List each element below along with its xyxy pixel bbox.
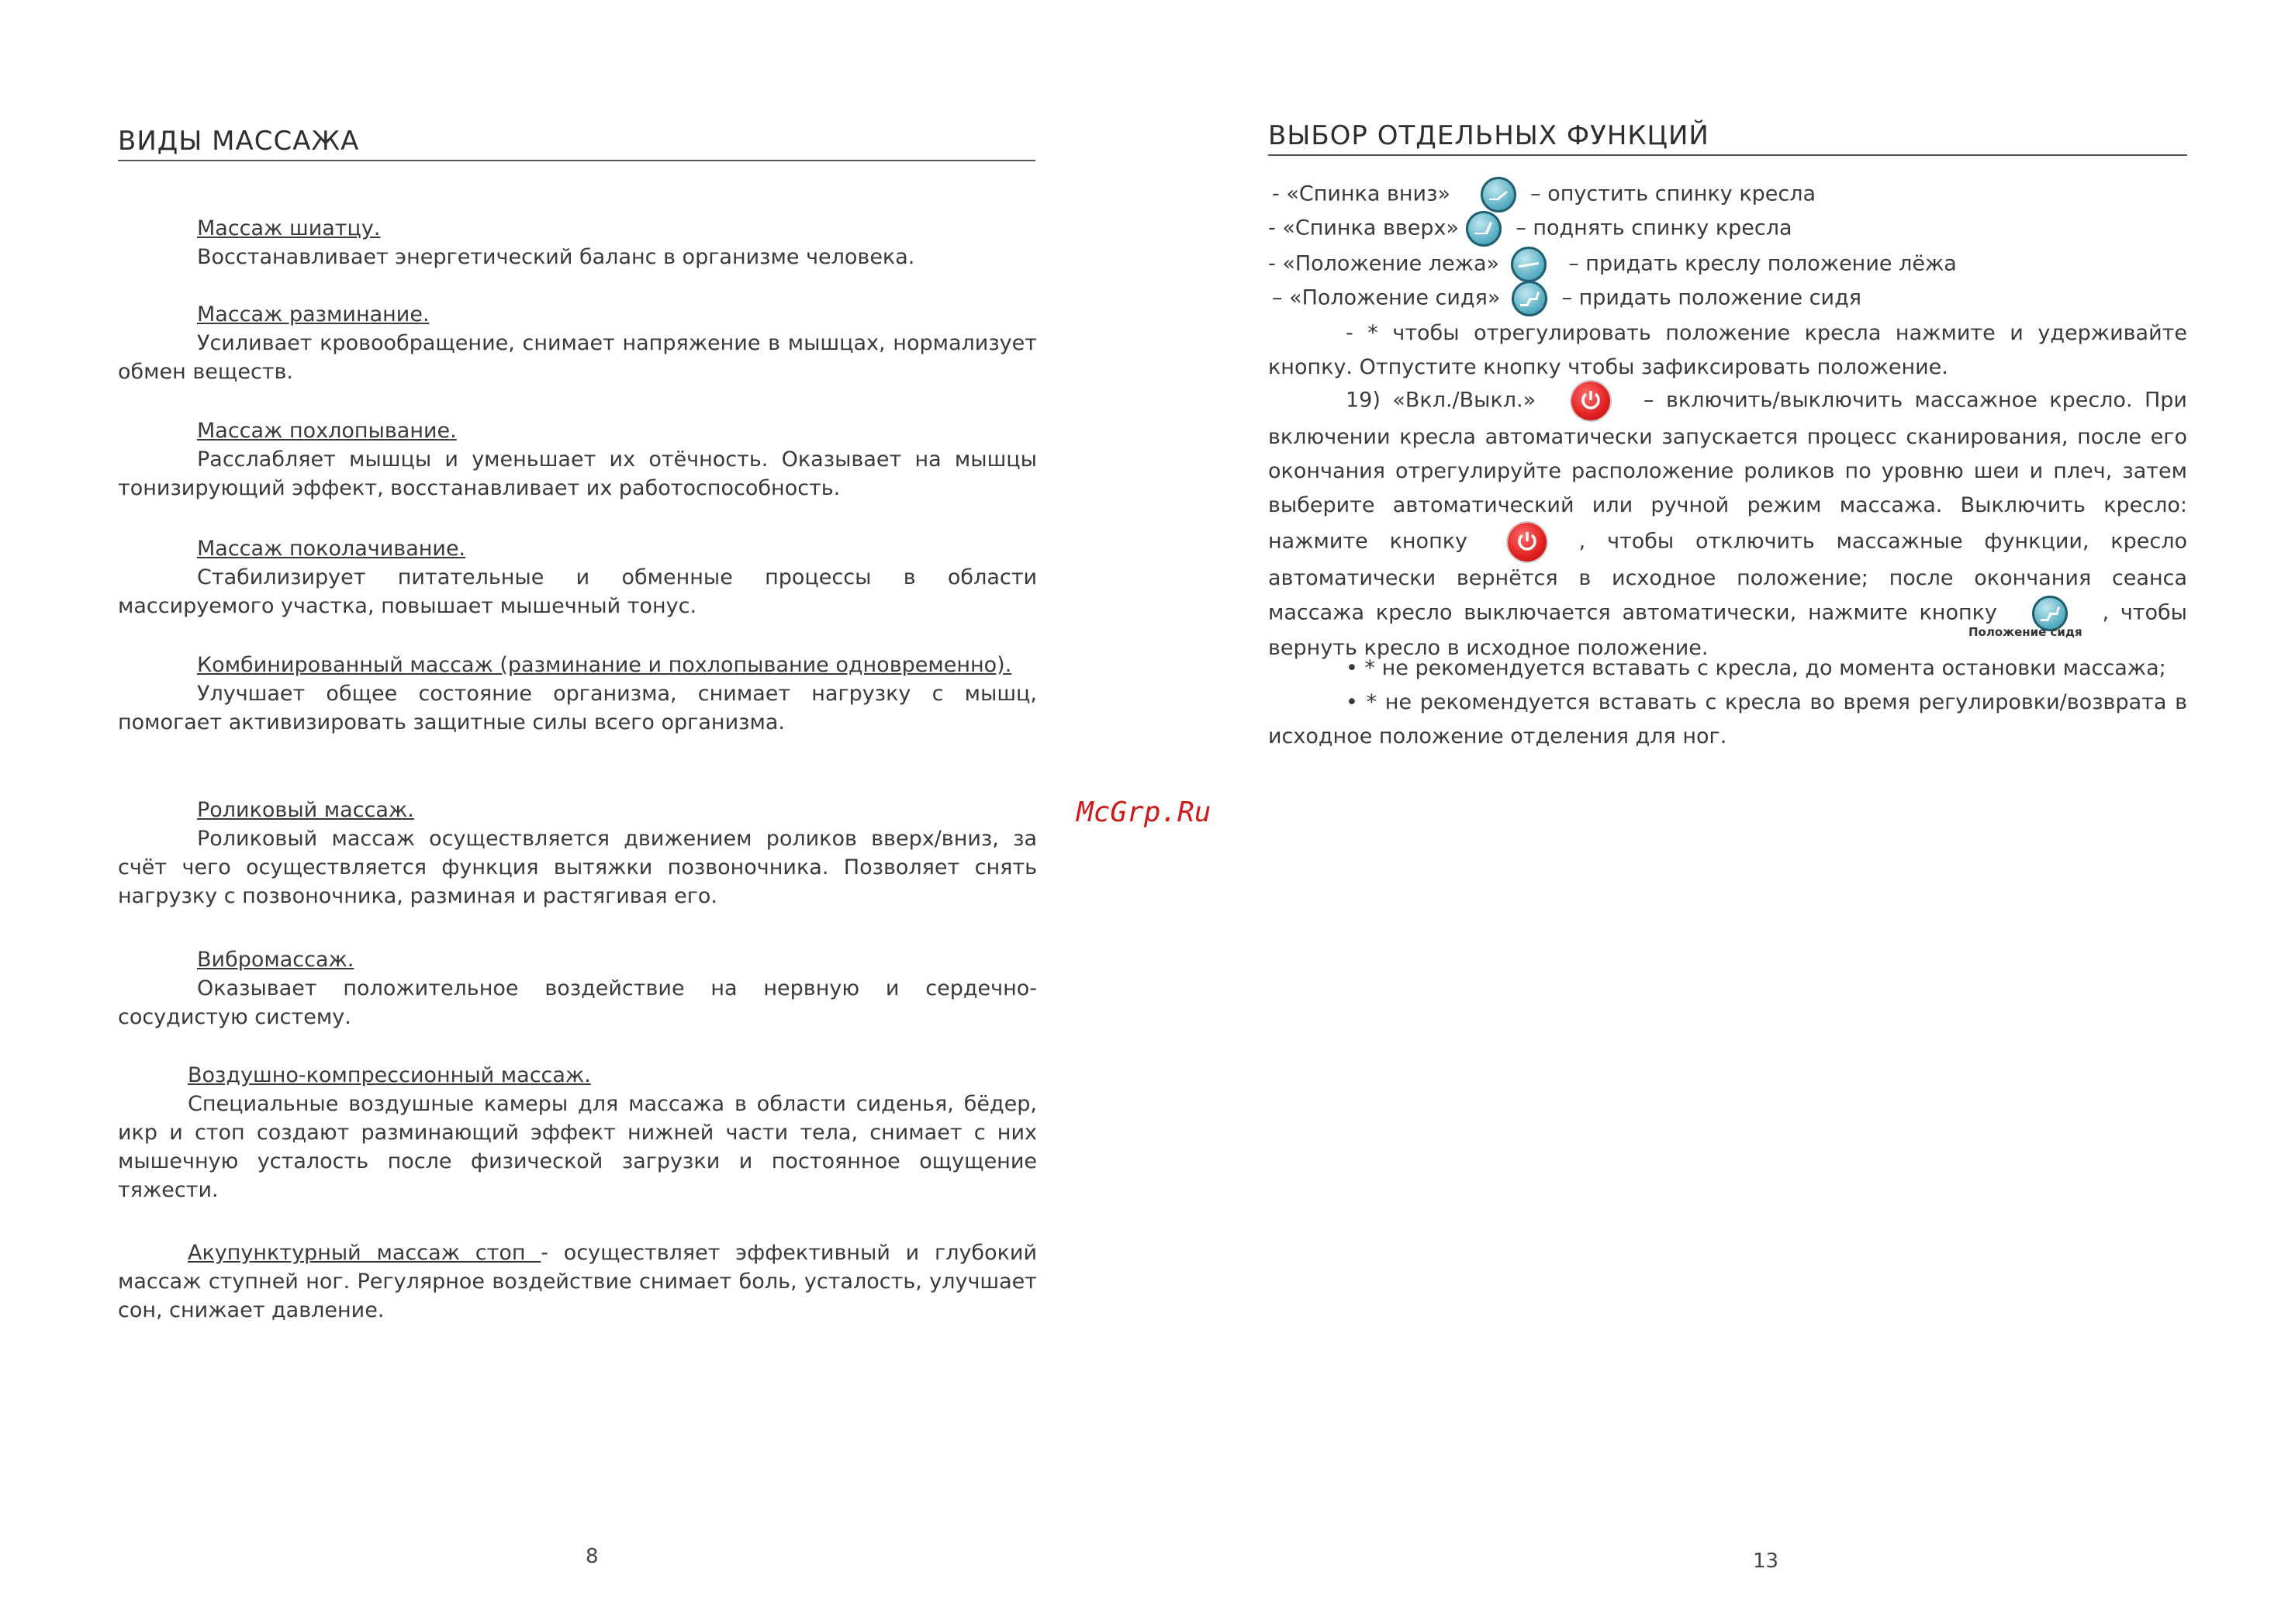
section-title: Массаж похлопывание. xyxy=(197,419,457,443)
warning-item: • * не рекомендуется вставать с кресла во время регулировки/возврата в исходное положение отделения для ног. xyxy=(1268,690,2187,748)
section-kneading xyxy=(118,300,1037,386)
section-text: Стабилизирует питательные и обменные процессы в области массируемого участка, повышает мышечный тонус. xyxy=(118,565,1037,618)
power-label: 19) «Вкл./Выкл.» xyxy=(1346,388,1536,413)
lying-position-icon[interactable] xyxy=(1511,247,1547,282)
section-title: Массаж разминание. xyxy=(197,302,430,327)
power-icon[interactable] xyxy=(1508,523,1547,561)
back-up-icon[interactable] xyxy=(1466,211,1502,247)
section-title: Воздушно-компрессионный массаж. xyxy=(188,1063,591,1087)
function-desc: – придать креслу положение лёжа xyxy=(1568,251,1957,276)
function-label: - «Спинка вниз» xyxy=(1272,181,1450,206)
power-icon[interactable] xyxy=(1571,382,1610,420)
page-title: ВИДЫ МАССАЖА xyxy=(118,126,1035,161)
warnings xyxy=(1268,651,2187,754)
page-number: 13 xyxy=(1753,1550,1779,1573)
power-paragraph xyxy=(1268,382,2187,665)
section-text: Специальные воздушные камеры для массажа в области сиденья, бёдер, икр и стоп создают разминающий эффект нижней части тела, снимает с них мышечную усталость после физической загрузки и постоянное ощущение тяжести. xyxy=(118,1092,1037,1202)
section-shiatsu xyxy=(118,214,1037,271)
page-number: 8 xyxy=(586,1545,599,1568)
section-text: Усиливает кровообращение, снимает напряжение в мышцах, нормализует обмен веществ. xyxy=(118,331,1037,384)
function-desc: – поднять спинку кресла xyxy=(1516,216,1792,240)
section-text: - осуществляет эффективный и глубокий массаж ступней ног. Регулярное воздействие снимает боль, усталость, улучшает сон, снижает давление. xyxy=(118,1241,1038,1322)
back-down-icon[interactable] xyxy=(1481,177,1516,213)
section-title: Комбинированный массаж (разминание и похлопывание одновременно). xyxy=(197,653,1012,677)
right-page xyxy=(1148,0,2295,1624)
watermark: McGrp.Ru xyxy=(1077,796,1211,828)
hold-note: - * чтобы отрегулировать положение кресла нажмите и удерживайте кнопку. Отпустите кнопку чтобы зафиксировать положение. xyxy=(1268,321,2187,379)
function-back-down xyxy=(1272,177,1816,213)
section-title: Роликовый массаж. xyxy=(197,798,414,822)
section-text: Оказывает положительное воздействие на нервную и сердечно-сосудистую систему. xyxy=(118,976,1037,1029)
section-title: Акупунктурный массаж стоп xyxy=(188,1241,541,1265)
sitting-position-icon[interactable] xyxy=(1512,281,1547,316)
section-title: Массаж шиатцу. xyxy=(197,216,381,240)
page-title: ВЫБОР ОТДЕЛЬНЫХ ФУНКЦИЙ xyxy=(1268,120,2187,156)
section-title: Вибромассаж. xyxy=(197,948,354,972)
function-lying xyxy=(1268,247,1957,282)
section-combined xyxy=(118,651,1037,737)
power-text: , чтобы отключить массажные функции, кресло автоматически вернётся в исходное положение; после окончания сеанса массажа кресло выключается автоматически, нажмите кнопку xyxy=(1268,529,2187,625)
function-label: - «Положение лежа» xyxy=(1268,251,1500,276)
function-desc: – опустить спинку кресла xyxy=(1530,181,1816,206)
function-back-up xyxy=(1268,211,1792,247)
section-acupuncture xyxy=(118,1239,1037,1325)
section-text: Расслабляет мышцы и уменьшает их отёчность. Оказывает на мышцы тонизирующий эффект, восстанавливает их работоспособность. xyxy=(118,447,1037,500)
power-text: , чтобы вернуть кресло в исходное положение. xyxy=(1268,600,2188,660)
section-knocking xyxy=(118,534,1037,620)
function-sitting xyxy=(1272,281,1861,316)
section-tapping xyxy=(118,416,1037,503)
icon-caption: Положение сидя xyxy=(1968,625,2082,639)
section-text: Восстанавливает энергетический баланс в организме человека. xyxy=(197,245,915,269)
section-roller xyxy=(118,796,1037,910)
section-title: Массаж поколачивание. xyxy=(197,537,466,561)
section-air-compression xyxy=(118,1061,1037,1204)
section-vibro xyxy=(118,945,1037,1031)
warning-item: • * не рекомендуется вставать с кресла, до момента остановки массажа; xyxy=(1346,656,2166,680)
power-text: – включить/выключить массажное кресло. При включении кресла автоматически запускается процесс сканирования, после его окончания отрегулируйте расположение роликов по уровню шеи и плеч, затем выберите автоматический или ручной режим массажа. Выключить кресло: нажмите кнопку xyxy=(1268,388,2187,554)
section-text: Улучшает общее состояние организма, снимает нагрузку с мышц, помогает активизировать защитные силы всего организма. xyxy=(118,682,1037,734)
function-label: - «Спинка вверх» xyxy=(1268,216,1460,240)
function-label: – «Положение сидя» xyxy=(1272,285,1501,310)
function-desc: – придать положение сидя xyxy=(1561,285,1861,310)
section-text: Роликовый массаж осуществляется движением роликов вверх/вниз, за счёт чего осуществляется функция вытяжки позвоночника. Позволяет снять нагрузку с позвоночника, разминая и растягивая его. xyxy=(118,827,1037,908)
